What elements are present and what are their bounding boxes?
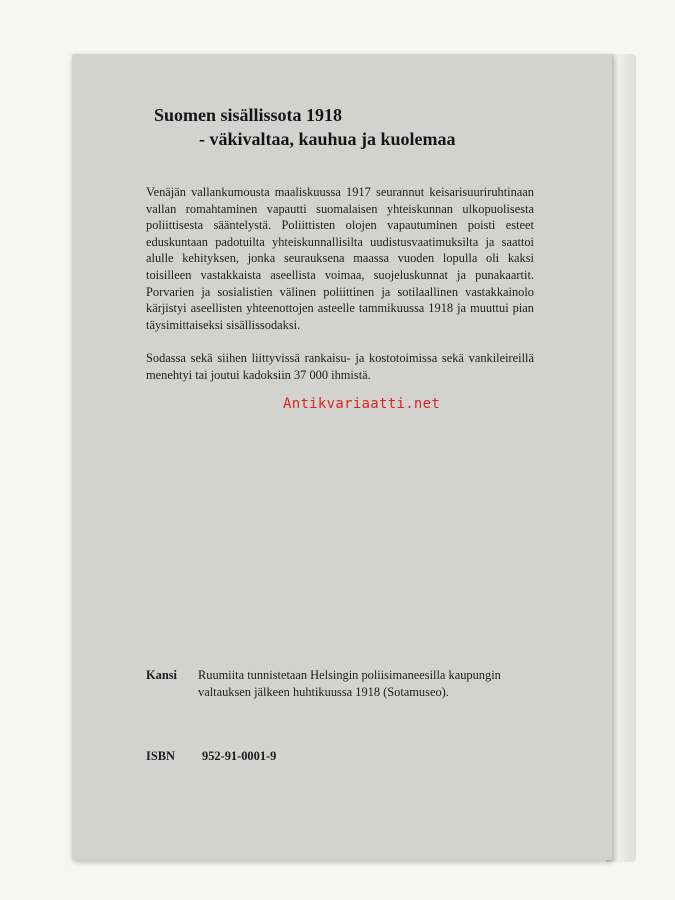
- book-back-cover: [72, 54, 612, 860]
- caption-text: Ruumiita tunnistetaan Helsingin poliisimaneesilla kaupungin valtauksen jälkeen huhtikuussa 1918 (Sotamuseo).: [198, 668, 501, 699]
- watermark: Antikvariaatti.net: [283, 396, 441, 412]
- cover-caption: [146, 667, 526, 700]
- isbn-number: 952-91-0001-9: [202, 749, 277, 763]
- isbn: [146, 749, 277, 764]
- isbn-label: ISBN: [146, 749, 175, 763]
- title-line-2: - väkivaltaa, kauhua ja kuolemaa: [199, 129, 456, 149]
- caption-label: Kansi: [146, 668, 177, 682]
- book-title: [154, 103, 456, 151]
- title-line-1: Suomen sisällissota 1918: [154, 105, 343, 125]
- blurb-paragraph-2: Sodassa sekä siihen liittyvissä rankaisu- ja kostotoimissa sekä vankileireillä menehtyi tai joutui kadoksiin 37 000 ihmistä.: [146, 350, 534, 382]
- blurb: [146, 184, 534, 400]
- blurb-paragraph-1: Venäjän vallankumousta maaliskuussa 1917 seurannut keisarisuuriruhtinaan vallan romahtaminen vapautti suomalaisen yhteiskunnan ulkopuolisesta poliittisesta sääntelystä. Poliittisten olojen vapautuminen poisti esteet eduskuntaan padotuilta yhteiskunnallisilta uudistusvaatimuksilta ja saattoi alulle kehityksen, jonka seurauksena maassa vuoden lopulla oli kaksi toisilleen vastakkaista aseellista voimaa, suojeluskunnat ja punakaartit. Porvarien ja sosialistien välinen poliittinen ja sotilaallinen vastakkainolo kärjistyi aseellisten yhteenottojen asteelle tammikuussa 1918 ja muuttui pian täysimittaiseksi sisällissodaksi.: [146, 185, 534, 332]
